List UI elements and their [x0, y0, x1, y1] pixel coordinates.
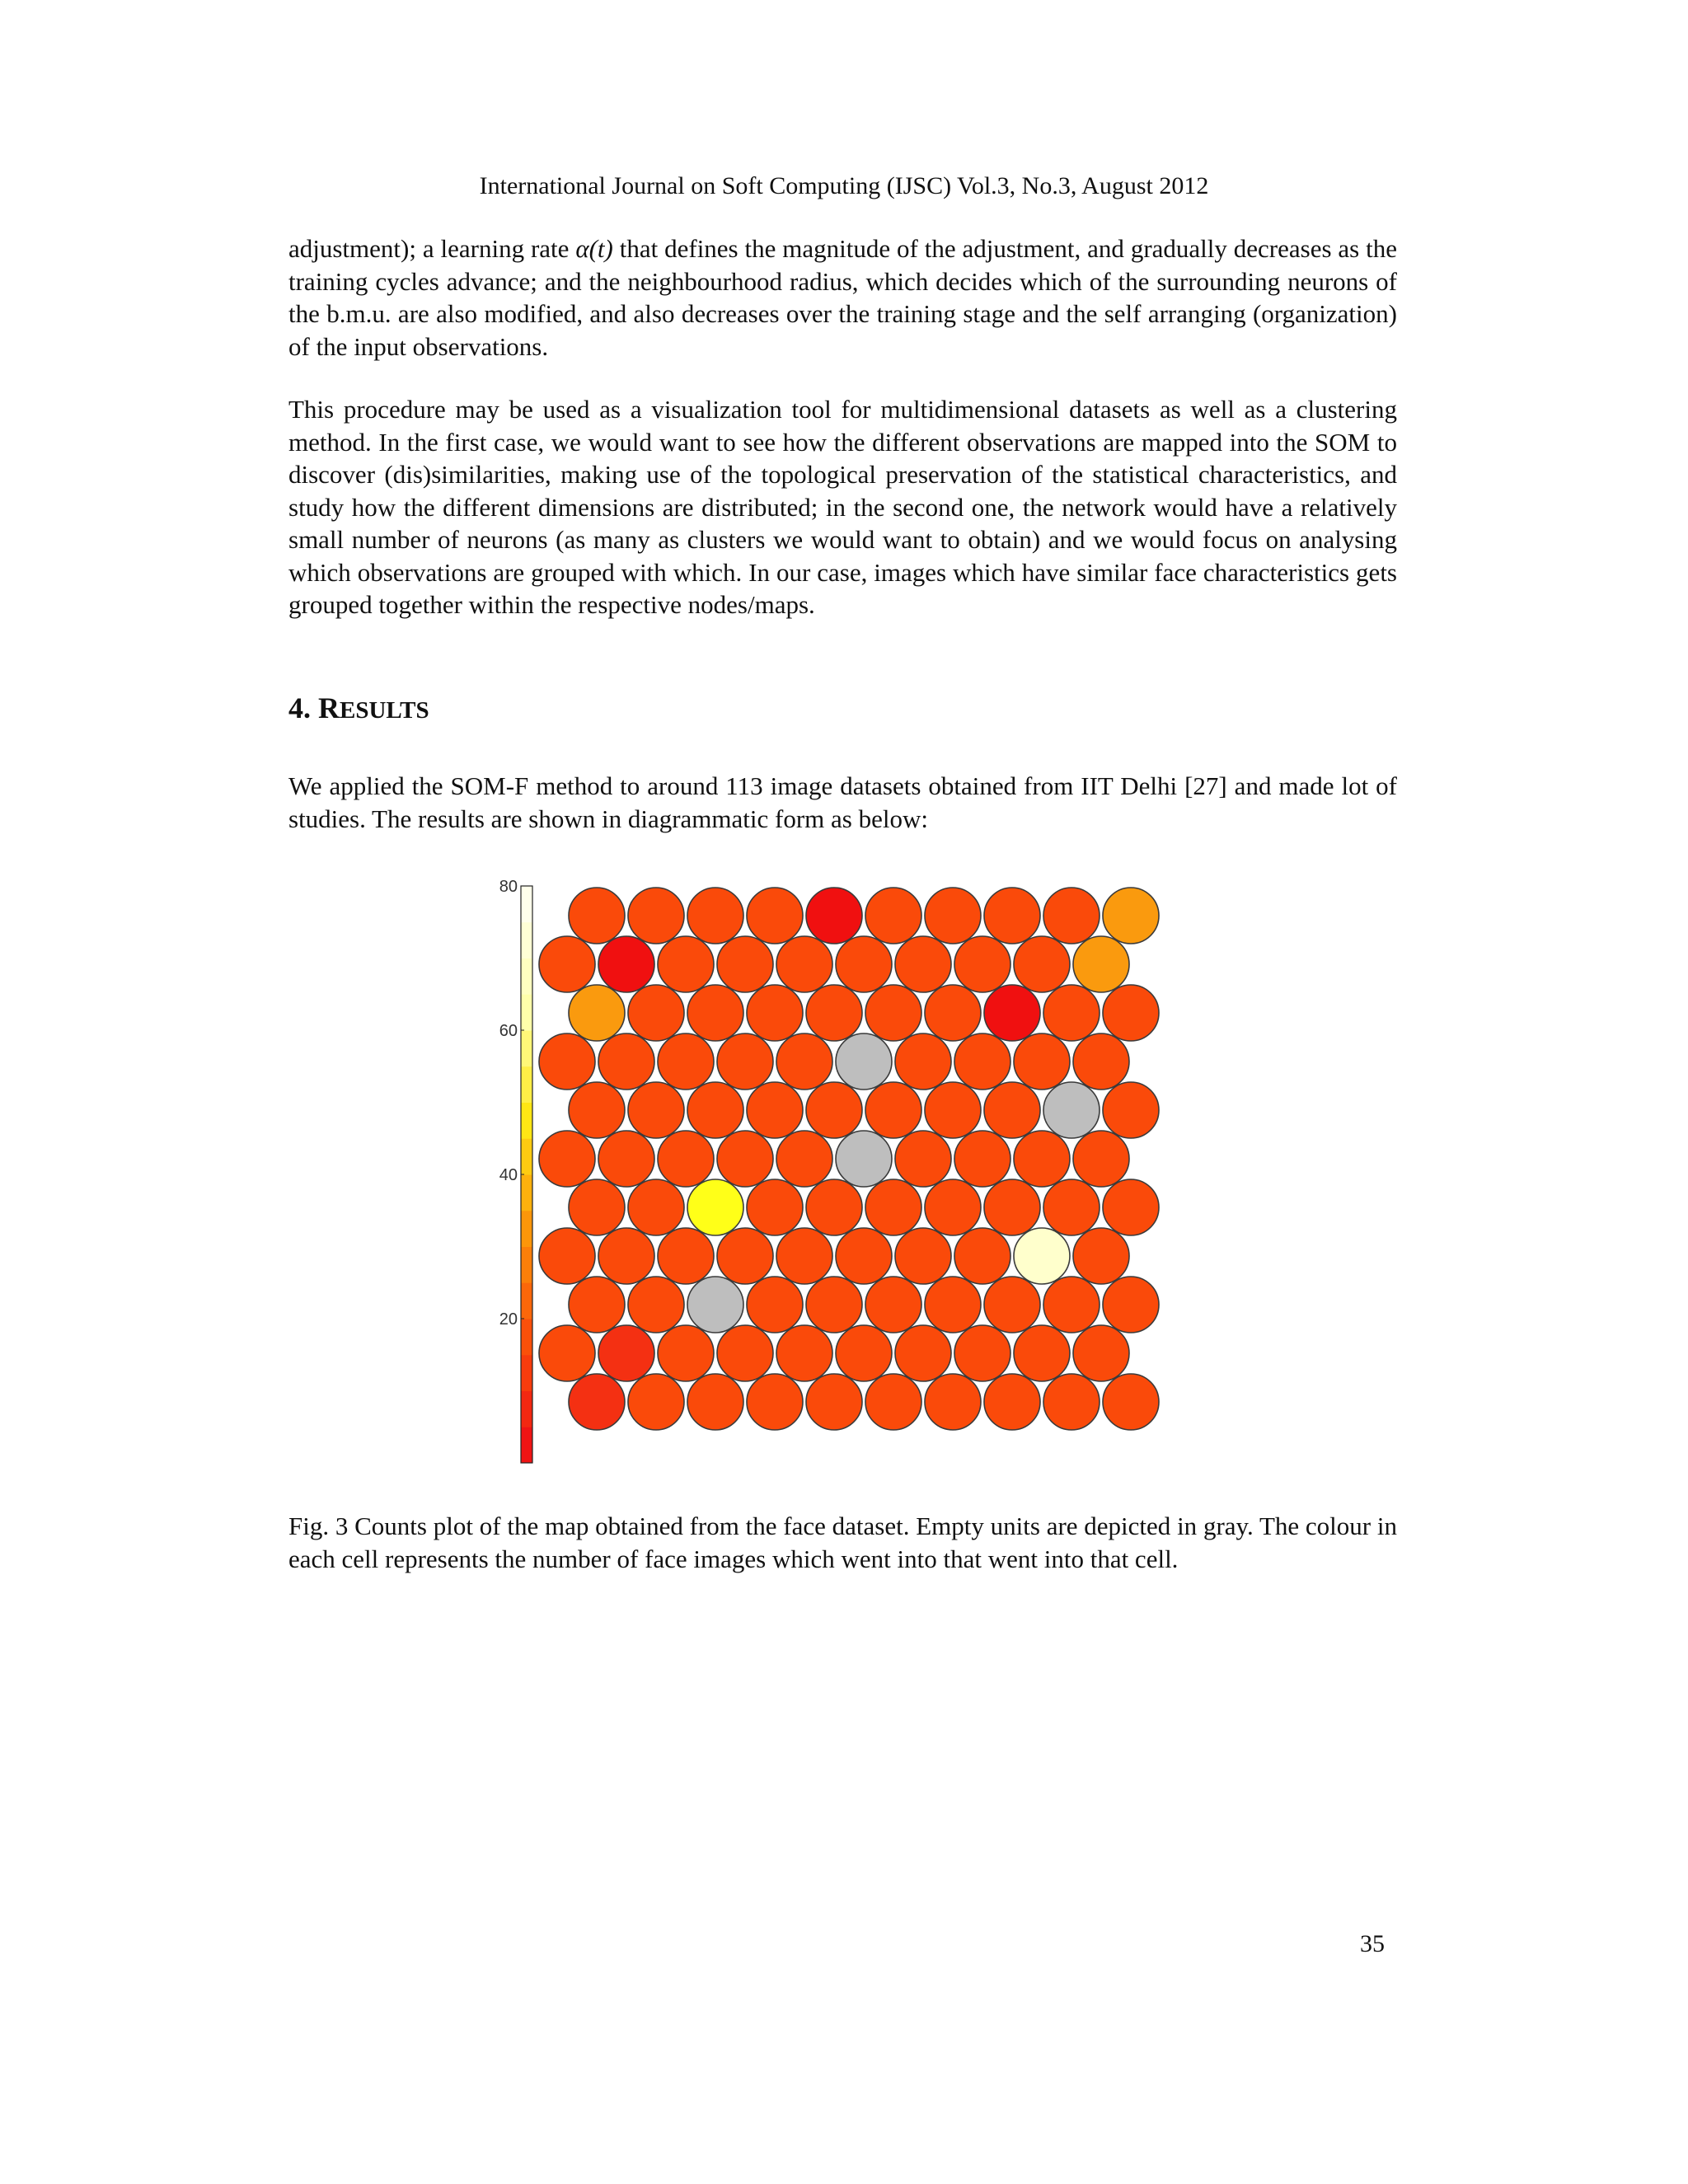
colorbar — [499, 878, 532, 1464]
som-unit — [687, 985, 743, 1041]
som-unit — [776, 1131, 832, 1187]
section-title-rest: ESULTS — [340, 697, 429, 724]
som-unit — [806, 1179, 862, 1235]
som-unit — [1103, 1179, 1159, 1235]
som-unit — [925, 888, 981, 944]
som-unit — [1014, 936, 1070, 992]
som-unit — [539, 1131, 595, 1187]
som-unit — [865, 1277, 921, 1333]
colorbar-segment — [521, 886, 532, 922]
som-unit — [895, 1131, 951, 1187]
som-unit — [569, 1179, 625, 1235]
som-unit — [865, 1082, 921, 1138]
colorbar-segment — [521, 1066, 532, 1103]
som-unit — [539, 1228, 595, 1284]
som-hex-grid — [539, 888, 1159, 1430]
colorbar-tick-label: 40 — [499, 1166, 518, 1184]
section-heading — [288, 691, 429, 725]
som-unit — [569, 888, 625, 944]
som-unit — [687, 1374, 743, 1430]
som-unit — [925, 1374, 981, 1430]
som-unit — [836, 1325, 892, 1381]
colorbar-segment — [521, 922, 532, 958]
som-unit — [1043, 1277, 1100, 1333]
som-unit — [717, 1228, 773, 1284]
som-unit — [836, 936, 892, 992]
colorbar-segment — [521, 994, 532, 1030]
som-unit — [984, 1179, 1040, 1235]
som-unit — [598, 1228, 654, 1284]
som-unit — [747, 1374, 803, 1430]
section-number: 4. — [288, 691, 311, 724]
som-unit — [1073, 1325, 1129, 1381]
som-unit-empty — [836, 1033, 892, 1090]
som-unit — [1103, 1082, 1159, 1138]
som-unit — [569, 1277, 625, 1333]
som-unit — [717, 1325, 773, 1381]
colorbar-segment — [521, 1282, 532, 1319]
som-unit — [954, 936, 1010, 992]
som-unit — [569, 985, 625, 1041]
som-unit — [806, 1082, 862, 1138]
colorbar-segment — [521, 1103, 532, 1139]
som-unit-empty — [687, 1277, 743, 1333]
som-unit — [776, 936, 832, 992]
som-unit — [806, 1374, 862, 1430]
som-unit — [628, 1374, 684, 1430]
colorbar-segment — [521, 958, 532, 995]
som-unit — [925, 1277, 981, 1333]
som-unit — [954, 1033, 1010, 1090]
som-unit — [539, 1033, 595, 1090]
som-unit — [776, 1228, 832, 1284]
som-unit — [598, 1325, 654, 1381]
som-unit — [1014, 1033, 1070, 1090]
som-unit — [984, 1374, 1040, 1430]
som-unit — [628, 1277, 684, 1333]
som-unit — [598, 936, 654, 992]
som-counts-plot — [495, 869, 1203, 1479]
figure-caption: Fig. 3 Counts plot of the map obtained from the face dataset. Empty units are depicted in gray. The colour in each cell represents the number of face images which went into that went into that cell. — [288, 1511, 1397, 1573]
som-unit — [806, 985, 862, 1041]
som-unit — [747, 1277, 803, 1333]
som-unit — [569, 1374, 625, 1430]
som-unit — [717, 1131, 773, 1187]
som-unit — [925, 1179, 981, 1235]
som-unit — [747, 1082, 803, 1138]
som-unit — [865, 1374, 921, 1430]
som-unit — [569, 1082, 625, 1138]
som-unit — [539, 936, 595, 992]
colorbar-tick-label: 20 — [499, 1310, 518, 1329]
som-unit — [925, 1082, 981, 1138]
som-unit — [1014, 1131, 1070, 1187]
colorbar-segment — [521, 1030, 532, 1066]
som-unit — [658, 1325, 714, 1381]
som-unit — [984, 985, 1040, 1041]
som-unit — [776, 1325, 832, 1381]
som-unit — [865, 985, 921, 1041]
som-unit — [628, 1179, 684, 1235]
som-unit — [628, 1082, 684, 1138]
learning-rate-symbol: α(t) — [575, 234, 613, 263]
som-unit — [747, 1179, 803, 1235]
som-unit — [1014, 1228, 1070, 1284]
som-unit — [628, 888, 684, 944]
som-unit — [954, 1228, 1010, 1284]
som-unit — [747, 888, 803, 944]
som-unit — [747, 985, 803, 1041]
som-unit — [598, 1033, 654, 1090]
som-unit — [658, 1131, 714, 1187]
som-unit — [865, 888, 921, 944]
som-unit — [687, 1179, 743, 1235]
colorbar-segment — [521, 1247, 532, 1283]
colorbar-segment — [521, 1391, 532, 1427]
som-unit — [954, 1325, 1010, 1381]
som-unit — [776, 1033, 832, 1090]
page-number: 35 — [1360, 1930, 1385, 1957]
som-unit — [1073, 1228, 1129, 1284]
som-unit — [1073, 1131, 1129, 1187]
som-unit — [717, 936, 773, 992]
paragraph-1-before: adjustment); a learning rate — [288, 234, 576, 263]
som-unit — [1043, 1374, 1100, 1430]
som-unit — [1103, 1277, 1159, 1333]
som-unit — [1103, 985, 1159, 1041]
som-unit-empty — [1043, 1082, 1100, 1138]
som-unit — [865, 1179, 921, 1235]
som-unit — [895, 1325, 951, 1381]
som-unit — [925, 985, 981, 1041]
som-unit — [658, 936, 714, 992]
paragraph-3: We applied the SOM-F method to around 113 image datasets obtained from IIT Delhi [27] and made lot of studies. The results are shown in diagrammatic form as below: — [288, 771, 1397, 833]
colorbar-segment — [521, 1174, 532, 1211]
colorbar-segment — [521, 1355, 532, 1391]
som-unit — [658, 1228, 714, 1284]
som-unit — [1043, 888, 1100, 944]
colorbar-tick-label: 80 — [499, 878, 518, 896]
colorbar-segment — [521, 1138, 532, 1174]
journal-header: International Journal on Soft Computing (IJSC) Vol.3, No.3, August 2012 — [479, 172, 1209, 199]
colorbar-tick-label: 60 — [499, 1022, 518, 1040]
som-unit — [806, 1277, 862, 1333]
colorbar-segment — [521, 1319, 532, 1355]
som-unit — [539, 1325, 595, 1381]
paragraph-1-after: that defines the magnitude of the adjustment, and gradually decreases as the training cycles advance; and the neighbourhood radius, which decides which of the surrounding neurons of the b.m.u. are also modified, and also decreases over the training stage and the self arranging (organization) of the input observations. — [288, 234, 1397, 361]
section-first-letter: R — [318, 691, 340, 724]
som-unit — [895, 1033, 951, 1090]
colorbar-segment — [521, 1427, 532, 1463]
som-unit — [836, 1228, 892, 1284]
som-unit — [895, 1228, 951, 1284]
som-unit — [806, 888, 862, 944]
som-unit — [687, 1082, 743, 1138]
som-unit — [1073, 1033, 1129, 1090]
som-unit — [1043, 985, 1100, 1041]
som-unit — [598, 1131, 654, 1187]
som-unit — [658, 1033, 714, 1090]
som-unit — [984, 1277, 1040, 1333]
som-unit — [895, 936, 951, 992]
som-unit — [984, 888, 1040, 944]
som-unit — [1073, 936, 1129, 992]
colorbar-segment — [521, 1211, 532, 1247]
som-unit — [1103, 888, 1159, 944]
som-unit — [1043, 1179, 1100, 1235]
som-unit — [687, 888, 743, 944]
som-unit — [984, 1082, 1040, 1138]
som-unit — [628, 985, 684, 1041]
som-unit — [1103, 1374, 1159, 1430]
paragraph-1 — [288, 232, 1397, 363]
som-unit-empty — [836, 1131, 892, 1187]
som-unit — [717, 1033, 773, 1090]
paragraph-2: This procedure may be used as a visualization tool for multidimensional datasets as well as a clustering method. In the first case, we would want to see how the different observations are mapped into the SOM to discover (dis)similarities, making use of the topological preservation of the statistical characteristics, and study how the different dimensions are distributed; in the second one, the network would have a relatively small number of neurons (as many as clusters we would want to obtain) and we would focus on analysing which observations are grouped with which. In our case, images which have similar face characteristics gets grouped together within the respective nodes/maps. — [288, 395, 1397, 619]
som-unit — [954, 1131, 1010, 1187]
som-unit — [1014, 1325, 1070, 1381]
